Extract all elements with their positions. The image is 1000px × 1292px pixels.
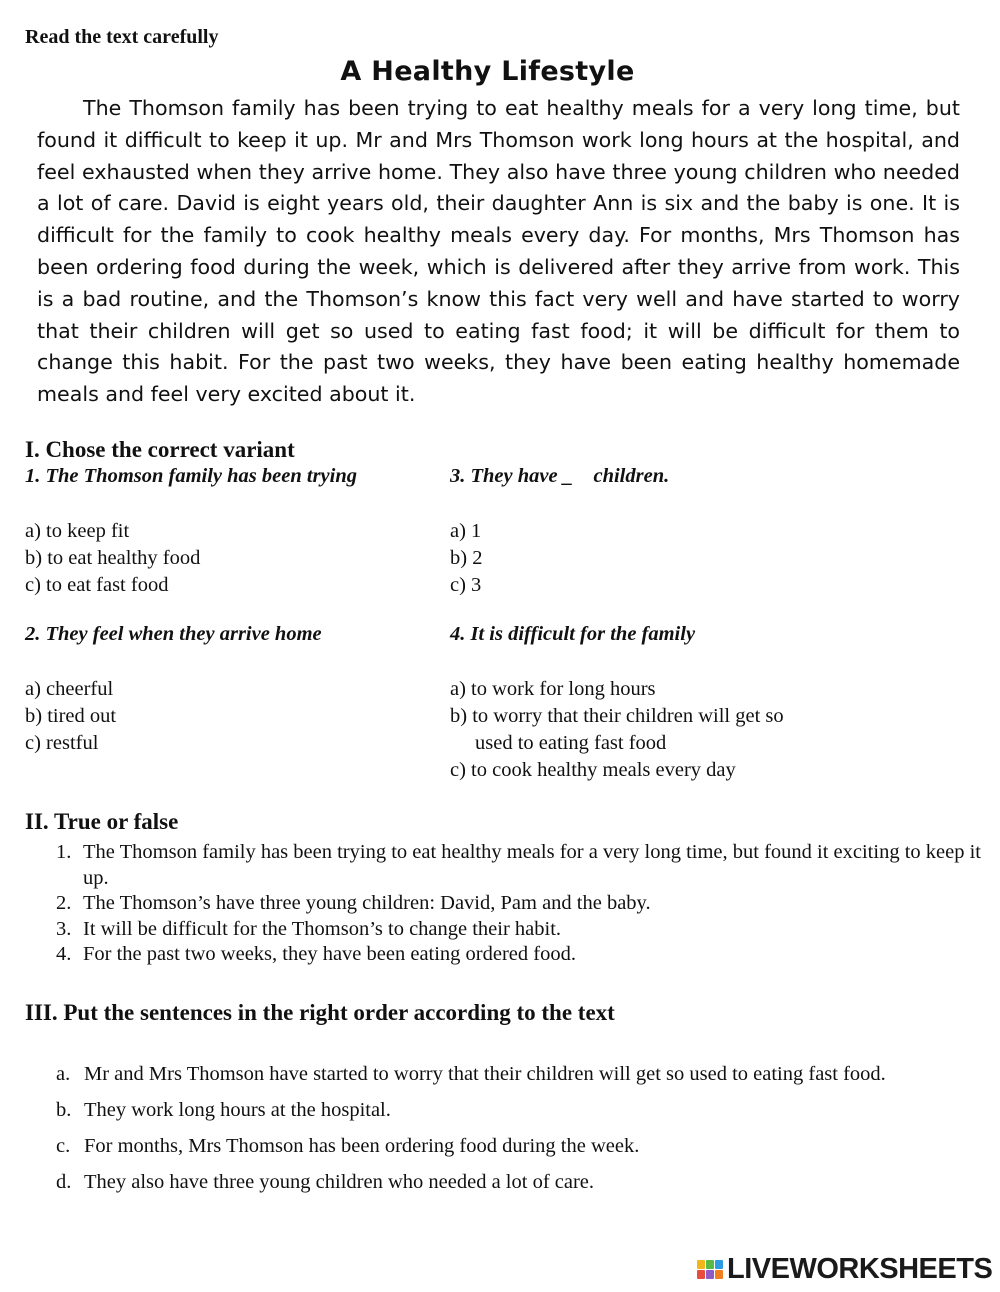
item-number: 4. — [56, 943, 72, 965]
question-3-options — [450, 518, 482, 599]
question-4-option-b-continued: used to eating fast food — [475, 732, 667, 754]
item-letter: d. — [56, 1171, 72, 1193]
true-false-item-4[interactable] — [25, 942, 983, 968]
instruction-text: Read the text carefully — [25, 26, 219, 48]
logo-square — [706, 1270, 714, 1279]
logo-square — [697, 1260, 705, 1269]
question-3-prompt: 3. They have _ children. — [450, 465, 670, 487]
question-2-option-b[interactable]: b) tired out — [25, 705, 117, 727]
true-false-item-3[interactable] — [25, 917, 983, 943]
statement-text: The Thomson family has been trying to eat healthy meals for a very long time, but found it exciting to keep it up. — [83, 841, 981, 889]
liveworksheets-logo-icon — [697, 1260, 723, 1279]
reading-passage — [37, 93, 960, 411]
section-1-heading: I. Chose the correct variant — [25, 437, 295, 462]
sentence-text: Mr and Mrs Thomson have started to worry that their children will get so used to eating fast food. — [84, 1063, 886, 1085]
true-false-list — [25, 840, 983, 968]
question-2-options — [25, 676, 116, 757]
item-number: 1. — [56, 841, 72, 863]
sentence-text: They work long hours at the hospital. — [84, 1099, 391, 1121]
question-4-prompt: 4. It is difficult for the family — [450, 623, 696, 645]
ordering-item-b[interactable] — [25, 1098, 984, 1123]
liveworksheets-logo — [697, 1253, 992, 1286]
ordering-item-c[interactable] — [25, 1134, 984, 1159]
logo-square — [715, 1270, 723, 1279]
question-4-option-b[interactable]: b) to worry that their children will get so — [450, 705, 784, 727]
question-3-option-a[interactable]: a) 1 — [450, 520, 482, 542]
question-2-option-a[interactable]: a) cheerful — [25, 678, 114, 700]
question-2-prompt: 2. They feel when they arrive home — [25, 623, 322, 645]
true-false-item-2[interactable] — [25, 891, 983, 917]
question-3-option-b[interactable]: b) 2 — [450, 547, 483, 569]
question-1-option-c[interactable]: c) to eat fast food — [25, 574, 169, 596]
item-letter: b. — [56, 1099, 72, 1121]
logo-square — [697, 1270, 705, 1279]
question-1-prompt: 1. The Thomson family has been trying — [25, 465, 358, 487]
sentence-text: They also have three young children who needed a lot of care. — [84, 1171, 595, 1193]
question-1-option-a[interactable]: a) to keep fit — [25, 520, 130, 542]
logo-square — [715, 1260, 723, 1269]
ordering-item-a[interactable] — [25, 1062, 984, 1087]
question-4-option-a[interactable]: a) to work for long hours — [450, 678, 656, 700]
question-4-option-c[interactable]: c) to cook healthy meals every day — [450, 759, 736, 781]
page-title: A Healthy Lifestyle — [340, 56, 635, 87]
question-1-option-b[interactable]: b) to eat healthy food — [25, 547, 201, 569]
question-1-options — [25, 518, 200, 599]
ordering-list — [25, 1062, 984, 1195]
statement-text: It will be difficult for the Thomson’s to change their habit. — [83, 917, 562, 940]
sentence-text: For months, Mrs Thomson has been ordering food during the week. — [84, 1135, 640, 1157]
ordering-item-d[interactable] — [25, 1170, 984, 1195]
item-letter: a. — [56, 1063, 71, 1085]
item-number: 2. — [56, 892, 72, 914]
statement-text: The Thomson’s have three young children: David, Pam and the baby. — [83, 892, 651, 914]
true-false-item-1[interactable] — [25, 840, 983, 891]
item-number: 3. — [56, 917, 72, 940]
item-letter: c. — [56, 1135, 71, 1157]
statement-text: For the past two weeks, they have been eating ordered food. — [83, 943, 576, 965]
question-2-option-c[interactable]: c) restful — [25, 732, 99, 754]
liveworksheets-logo-text: LIVEWORKSHEETS — [727, 1253, 993, 1285]
question-4-options — [450, 676, 784, 784]
section-2-heading: II. True or false — [25, 809, 179, 834]
section-3-heading: III. Put the sentences in the right order according to the text — [25, 1000, 615, 1025]
logo-square — [706, 1260, 714, 1269]
question-3-option-c[interactable]: c) 3 — [450, 574, 482, 596]
passage-text: The Thomson family has been trying to eat healthy meals for a very long time, but found it difficult to keep it up. Mr and Mrs Thomson work long hours at the hospital, and feel exhausted when they arrive home. They also have three young children who needed a lot of care. David is eight years old, their daughter Ann is six and the baby is one. It is difficult for the family to cook healthy meals every day. For months, Mrs Thomson has been ordering food during the week, which is delivered after they arrive from work. This is a bad routine, and the Thomson’s know this fact very well and have started to worry that their children will get so used to eating fast food; it will be difficult for them to change this habit. For the past two weeks, they have been eating healthy homemade meals and feel very excited about it. — [37, 96, 960, 407]
